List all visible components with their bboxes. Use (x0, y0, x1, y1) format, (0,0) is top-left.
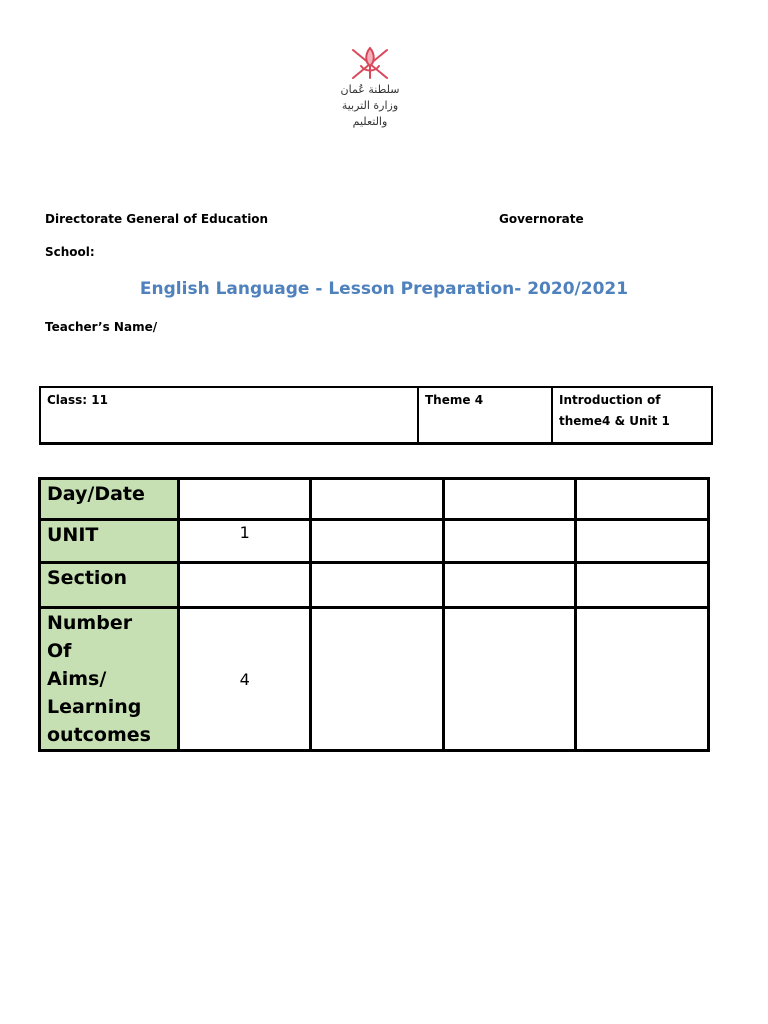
aims-value-cell: 4 (178, 608, 311, 751)
table-cell (311, 479, 444, 520)
row-label-unit: UNIT (40, 520, 179, 563)
row-label-day-date: Day/Date (40, 479, 179, 520)
page-title: English Language - Lesson Preparation- 2020/2021 (139, 279, 629, 299)
table-cell (443, 479, 576, 520)
table-row (40, 608, 709, 751)
unit-value-cell: 1 (178, 520, 311, 563)
school-label: School: (45, 245, 95, 259)
emblem-line-1: سلطنة عُمان (340, 83, 400, 96)
governorate-label: Governorate (499, 212, 584, 226)
table-row (40, 520, 709, 563)
table-row (40, 479, 709, 520)
directorate-label: Directorate General of Education (45, 212, 269, 226)
teacher-name-label: Teacher’s Name/ (45, 320, 158, 334)
table-cell (311, 520, 444, 563)
table-cell (576, 563, 709, 608)
row-label-aims: Number Of Aims/ Learning outcomes (40, 608, 179, 751)
table-cell (576, 479, 709, 520)
theme-cell: Theme 4 (418, 387, 552, 444)
ministry-emblem (325, 42, 415, 128)
class-cell: Class: 11 (40, 387, 418, 444)
class-info-table (39, 386, 713, 445)
table-cell (311, 563, 444, 608)
table-cell (443, 520, 576, 563)
table-cell (576, 520, 709, 563)
table-cell (311, 608, 444, 751)
table-cell (178, 479, 311, 520)
intro-cell: Introduction of theme4 & Unit 1 (552, 387, 712, 444)
lesson-plan-table (38, 477, 710, 752)
emblem-line-2: وزارة التربية والتعليم (341, 99, 399, 128)
table-cell (178, 563, 311, 608)
table-cell (443, 563, 576, 608)
table-row (40, 563, 709, 608)
table-cell (576, 608, 709, 751)
row-label-section: Section (40, 563, 179, 608)
emblem-arabic-text (325, 82, 415, 130)
table-cell (443, 608, 576, 751)
khanjar-emblem-icon (347, 42, 393, 82)
